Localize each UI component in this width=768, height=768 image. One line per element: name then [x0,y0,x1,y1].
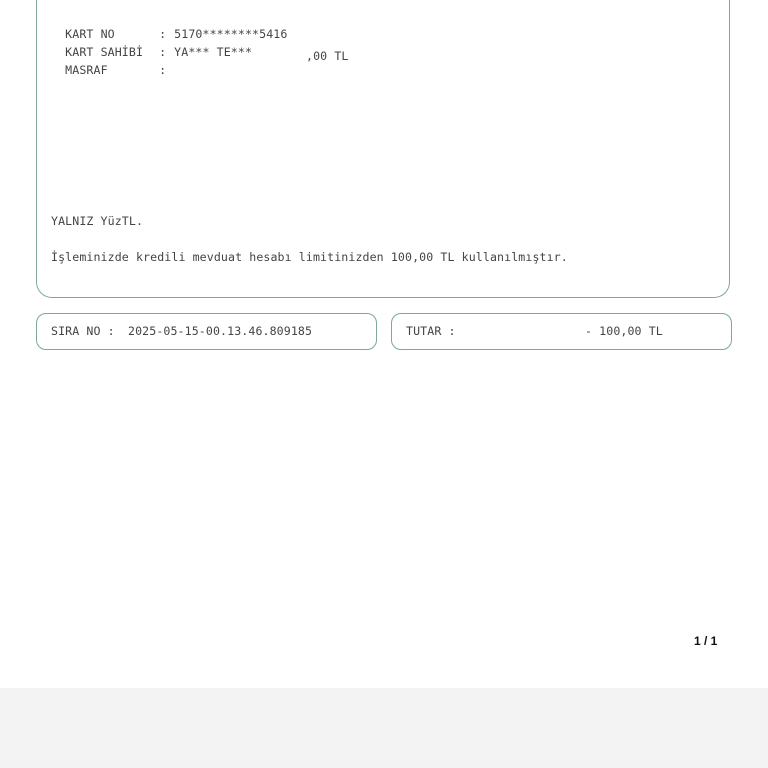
fee-separator: : [159,63,167,77]
fee-row [51,49,174,77]
amount-value: - 100,00 TL [585,324,663,338]
sequence-value: 2025-05-15-00.13.46.809185 [128,324,313,338]
viewer-footer-band [0,688,768,768]
sequence-box [36,313,377,350]
fee-label: MASRAF [65,63,108,77]
amount-in-words: YALNIZ YüzTL. [51,214,144,228]
card-number-separator: : [159,27,167,41]
overdraft-note: İşleminizde kredili mevduat hesabı limitinizden 100,00 TL kullanılmıştır. [51,250,568,264]
amount-label: TUTAR : [406,324,456,338]
card-holder-separator: : [159,45,167,59]
page-number: 1 / 1 [694,634,718,648]
card-number-label: KART NO [65,27,115,41]
card-holder-label: KART SAHİBİ [65,45,144,59]
fee-value: ,00 TL [306,49,349,63]
sequence-label: SIRA NO : [51,324,115,338]
card-holder-value: YA*** TE*** [174,45,253,59]
amount-box [391,313,732,350]
card-number-value: 5170********5416 [174,27,288,41]
